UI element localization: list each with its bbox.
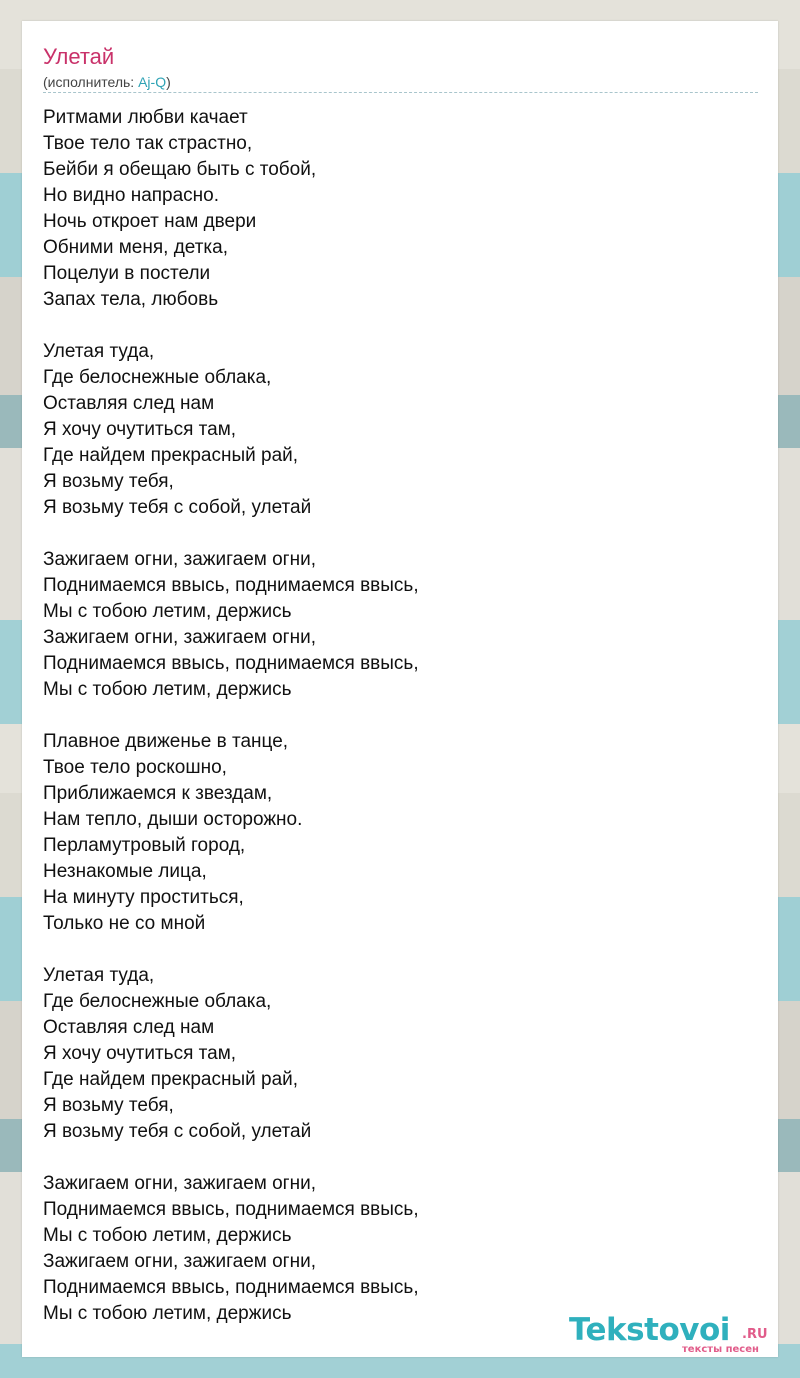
lyric-line: Где белоснежные облака, (43, 367, 272, 388)
lyric-line: Я возьму тебя, (43, 471, 174, 492)
lyric-line: Нам тепло, дыши осторожно. (43, 809, 303, 830)
lyric-line: Зажигаем огни, зажигаем огни, (43, 549, 316, 570)
lyric-line: Где белоснежные облака, (43, 991, 272, 1012)
site-logo[interactable] (569, 1312, 779, 1362)
lyric-line: Где найдем прекрасный рай, (43, 445, 299, 466)
lyric-line: Приближаемся к звездам, (43, 783, 273, 804)
lyric-line: Поднимаемся ввысь, поднимаемся ввысь, (43, 1199, 419, 1220)
lyric-line: Мы с тобою летим, держись (43, 679, 292, 700)
artist-suffix: ) (166, 74, 171, 90)
lyric-line: Зажигаем огни, зажигаем огни, (43, 1173, 316, 1194)
lyric-line: Улетая туда, (43, 965, 155, 986)
lyric-line: Зажигаем огни, зажигаем огни, (43, 627, 316, 648)
lyric-line: Плавное движенье в танце, (43, 731, 289, 752)
logo-domain: .RU (742, 1327, 768, 1342)
lyric-line: Твое тело так страстно, (43, 133, 253, 154)
lyric-line: Обними меня, детка, (43, 237, 228, 258)
artist-link[interactable]: Aj-Q (138, 74, 167, 90)
lyric-line: Поцелуи в постели (43, 263, 211, 284)
stanza (43, 547, 419, 703)
lyric-line: Только не со мной (43, 913, 206, 934)
lyric-line: Мы с тобою летим, держись (43, 1225, 292, 1246)
lyric-line: Мы с тобою летим, держись (43, 601, 292, 622)
lyric-line: Поднимаемся ввысь, поднимаемся ввысь, (43, 575, 419, 596)
title-divider (43, 92, 758, 93)
lyric-line: Но видно напрасно. (43, 185, 220, 206)
lyric-line: Я возьму тебя, (43, 1095, 174, 1116)
lyrics-card (22, 21, 778, 1357)
stanza (43, 1171, 419, 1327)
lyric-line: Ритмами любви качает (43, 107, 248, 128)
lyric-line: Улетая туда, (43, 341, 155, 362)
stanza (43, 105, 419, 313)
lyric-line: Я хочу очутиться там, (43, 419, 237, 440)
lyric-line: Бейби я обещаю быть с тобой, (43, 159, 317, 180)
lyric-line: Незнакомые лица, (43, 861, 207, 882)
lyric-line: Мы с тобою летим, держись (43, 1303, 292, 1324)
stanza (43, 963, 419, 1145)
lyric-line: Я хочу очутиться там, (43, 1043, 237, 1064)
artist-line (43, 73, 171, 91)
stanza (43, 729, 419, 937)
lyric-line: Оставляя след нам (43, 1017, 215, 1038)
lyric-line: На минуту проститься, (43, 887, 244, 908)
lyric-line: Перламутровый город, (43, 835, 246, 856)
stanza (43, 339, 419, 521)
lyric-line: Запах тела, любовь (43, 289, 219, 310)
logo-wordmark: Tekstovoi (569, 1312, 730, 1348)
lyrics-text (43, 105, 419, 1353)
song-title: Улетай (43, 44, 115, 69)
artist-prefix: (исполнитель: (43, 74, 139, 90)
lyric-line: Оставляя след нам (43, 393, 215, 414)
logo-tagline: тексты песен (682, 1344, 759, 1355)
lyric-line: Где найдем прекрасный рай, (43, 1069, 299, 1090)
lyric-line: Я возьму тебя с собой, улетай (43, 497, 312, 518)
lyric-line: Зажигаем огни, зажигаем огни, (43, 1251, 316, 1272)
lyric-line: Поднимаемся ввысь, поднимаемся ввысь, (43, 1277, 419, 1298)
lyric-line: Ночь откроет нам двери (43, 211, 257, 232)
lyric-line: Я возьму тебя с собой, улетай (43, 1121, 312, 1142)
lyric-line: Поднимаемся ввысь, поднимаемся ввысь, (43, 653, 419, 674)
lyric-line: Твое тело роскошно, (43, 757, 227, 778)
